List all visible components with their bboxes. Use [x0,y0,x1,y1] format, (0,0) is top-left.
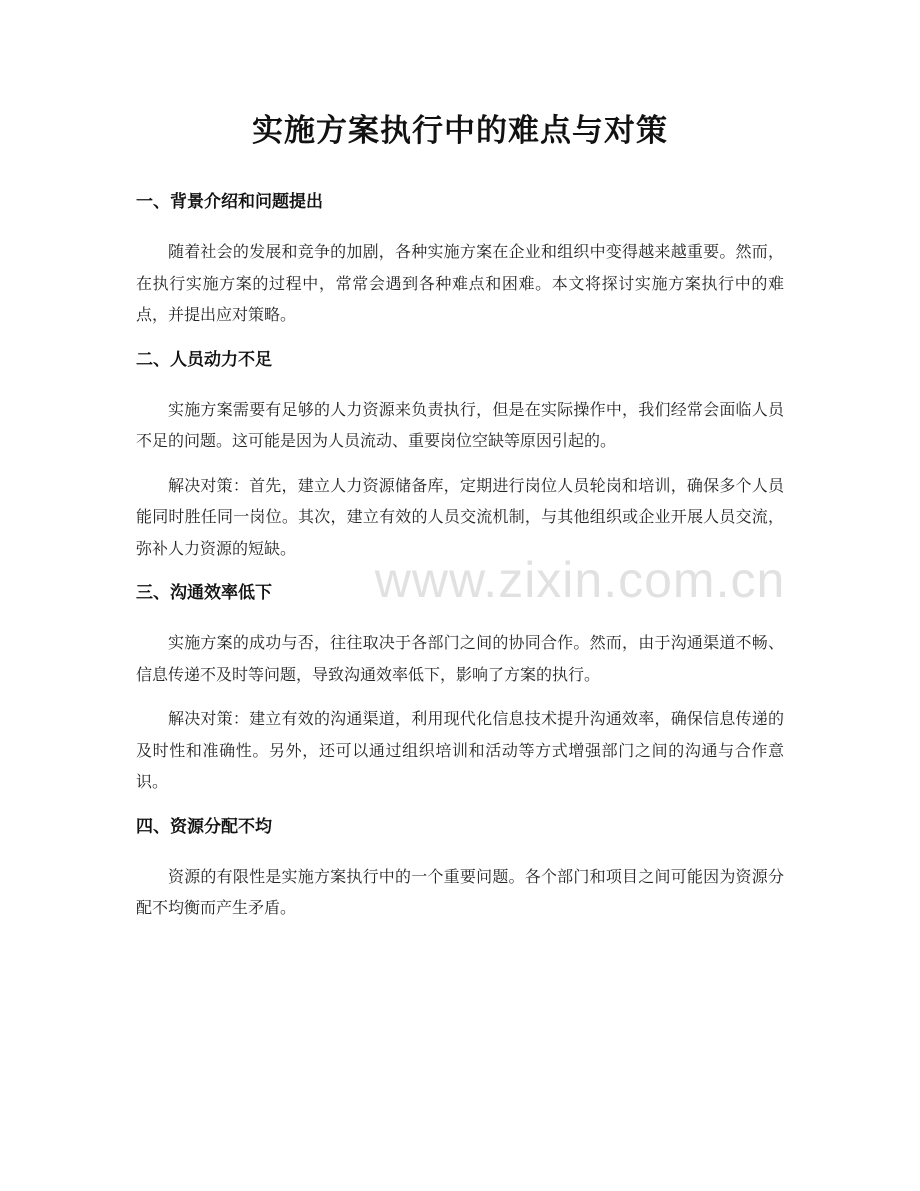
section-heading-staffing: 二、人员动力不足 [136,349,272,370]
paragraph-staffing-solution: 解决对策：首先，建立人力资源储备库，定期进行岗位人员轮岗和培训，确保多个人员能同时胜任同一岗位。其次，建立有效的人员交流机制，与其他组织或企业开展人员交流，弥补人力资源的短缺。 [136,475,784,558]
watermark-text: www.zixin.com.cn [374,552,786,608]
document-title: 实施方案执行中的难点与对策 [252,113,668,149]
document-body [136,183,784,924]
section-heading-resources: 四、资源分配不均 [136,816,272,837]
paragraph-resources-problem: 资源的有限性是实施方案执行中的一个重要问题。各个部门和项目之间可能因为资源分配不均衡而产生矛盾。 [136,866,784,917]
section-heading-communication: 三、沟通效率低下 [136,583,272,603]
paragraph-communication-solution: 解决对策：建立有效的沟通渠道，利用现代化信息技术提升沟通效率，确保信息传递的及时性和准确性。另外，还可以通过组织培训和活动等方式增强部门之间的沟通与合作意识。 [136,709,784,791]
paragraph-staffing-problem: 实施方案需要有足够的人力资源来负责执行，但是在实际操作中，我们经常会面临人员不足的问题。这可能是因为人员流动、重要岗位空缺等原因引起的。 [136,399,784,450]
paragraph-background: 随着社会的发展和竞争的加剧，各种实施方案在企业和组织中变得越来越重要。然而，在执行实施方案的过程中，常常会遇到各种难点和困难。本文将探讨实施方案执行中的难点，并提出应对策略。 [136,242,784,324]
paragraph-communication-problem: 实施方案的成功与否，往往取决于各部门之间的协同合作。然而，由于沟通渠道不畅、信息传递不及时等问题，导致沟通效率低下，影响了方案的执行。 [136,633,784,684]
section-heading-background: 一、背景介绍和问题提出 [136,192,323,212]
